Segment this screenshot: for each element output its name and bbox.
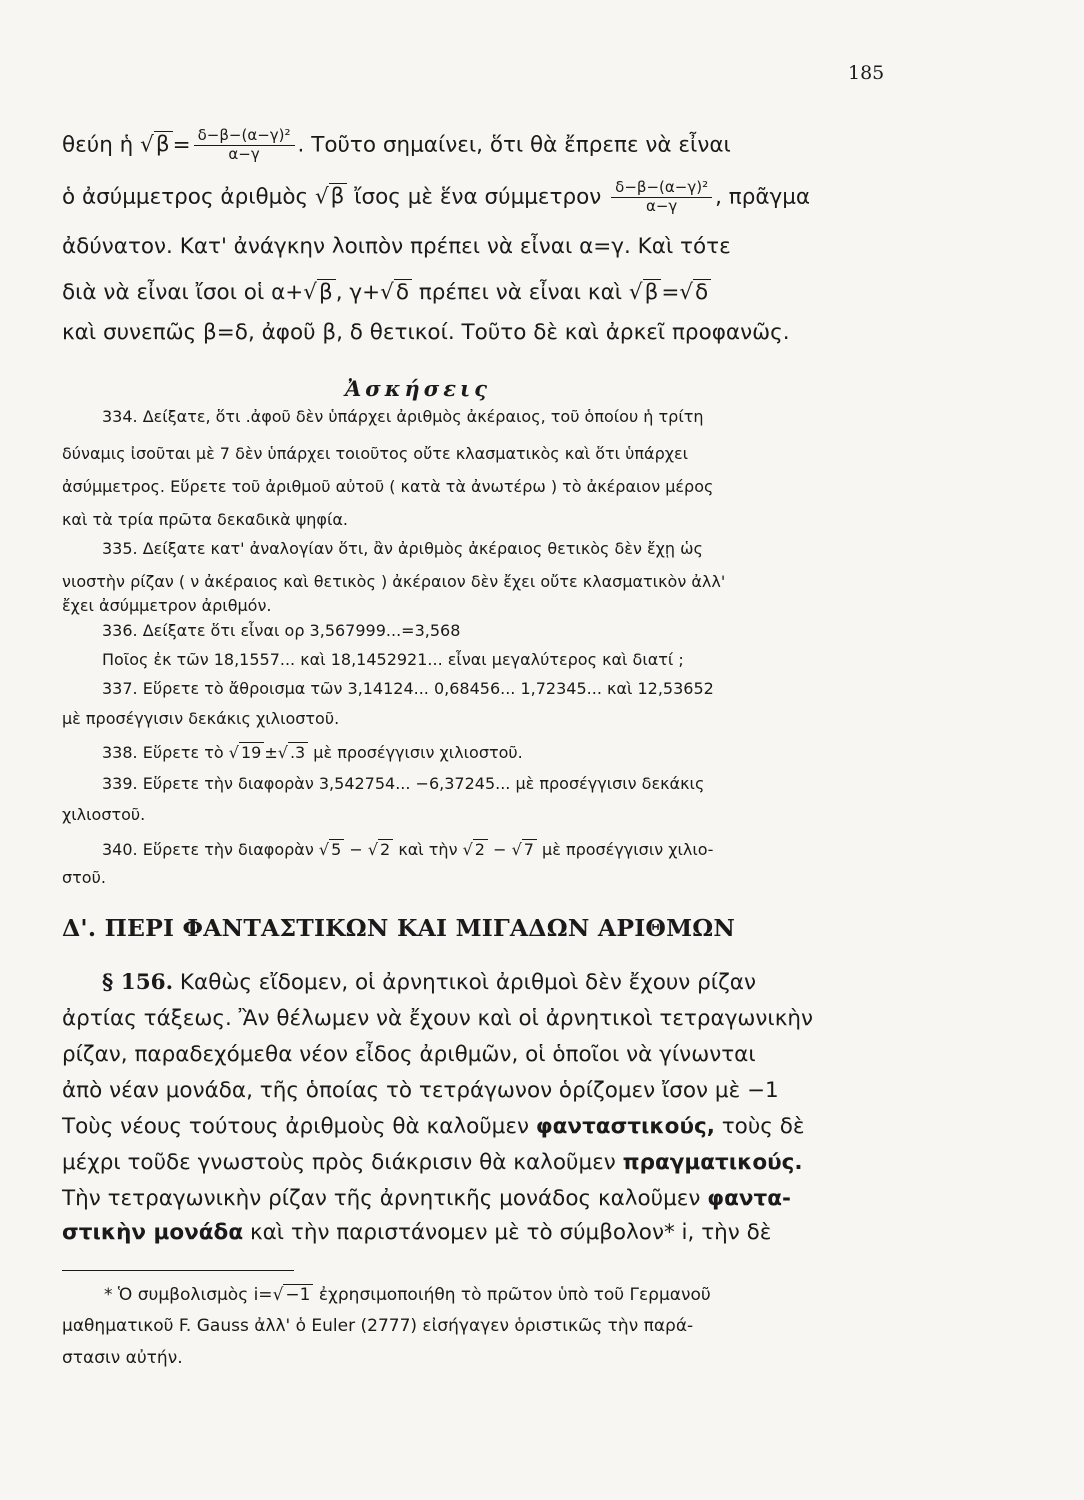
text: , πρᾶγμα — [715, 184, 811, 210]
radicand: .3 — [288, 742, 308, 762]
text: ± — [264, 743, 278, 762]
text: , γ+ — [335, 280, 381, 305]
sqrt-icon: √ — [303, 280, 317, 305]
radicand: β — [317, 279, 336, 305]
footnote-divider — [62, 1270, 294, 1271]
text: = — [172, 132, 191, 158]
fraction-numerator: δ−β−(α−γ)² — [194, 128, 295, 146]
text: ὁ ἀσύμμετρος ἀριθμὸς — [62, 184, 315, 210]
sqrt-icon: √ — [277, 743, 288, 762]
exercise-340-line — [102, 840, 713, 859]
exercise-335-line: νιοστὴν ρίζαν ( ν ἀκέραιος καὶ θετικὸς ) ἀκέραιον δὲν ἔχει οὔτε κλασματικὸν ἀλλ' — [62, 572, 726, 591]
exercise-334-line: ἀσύμμετρος. Εὕρετε τοῦ ἀριθμοῦ αὐτοῦ ( κατὰ τὰ ἀνωτέρω ) τὸ ἀκέραιον μέρος — [62, 477, 714, 496]
sqrt-icon: √ — [228, 743, 239, 762]
exercise-338-line — [102, 743, 523, 762]
exercise-334-line: δύναμις ἰσοῦται μὲ 7 δὲν ὑπάρχει τοιοῦτος οὔτε κλασματικὸς καὶ ὅτι ὑπάρχει — [62, 444, 689, 463]
exercise-339-line: χιλιοστοῦ. — [62, 805, 146, 824]
text: − — [487, 840, 512, 859]
text: Τοὺς νέους τούτους ἀριθμοὺς θὰ καλοῦμεν — [62, 1114, 536, 1139]
text: . Τοῦτο σημαίνει, ὅτι θὰ ἔπρεπε νὰ εἶναι — [297, 132, 731, 158]
paragraph-line: ρίζαν, παραδεχόμεθα νέον εἶδος ἀριθμῶν, οἱ ὁποῖοι νὰ γίνωνται — [62, 1042, 756, 1067]
exercises-heading: Ἀσκήσεις — [345, 376, 491, 401]
text: Καθὼς εἴδομεν, οἱ ἀρνητικοὶ ἀριθμοὶ δὲν ἔχουν ρίζαν — [173, 970, 756, 995]
exercise-334-line: 334. Δείξατε, ὅτι .ἀφοῦ δὲν ὑπάρχει ἀριθμὸς ἀκέραιος, τοῦ ὁποίου ἡ τρίτη — [102, 407, 704, 426]
bold-term: στικὴν μονάδα — [62, 1220, 244, 1245]
text: ἴσος μὲ ἕνα σύμμετρον — [347, 184, 609, 210]
bold-term: πραγματικούς. — [622, 1150, 803, 1175]
paragraph-line — [62, 1220, 771, 1245]
text: πρέπει νὰ εἶναι καὶ — [411, 280, 629, 305]
text: μέχρι τοῦδε γνωστοὺς πρὸς διάκρισιν θὰ καλοῦμεν — [62, 1150, 623, 1175]
section-number: § 156. — [102, 970, 174, 995]
text: καὶ τὴν — [393, 840, 463, 859]
text: μὲ προσέγγισιν χιλιο- — [536, 840, 714, 859]
text: = — [661, 280, 680, 305]
paragraph-line — [62, 1150, 803, 1175]
sqrt-icon: √ — [367, 840, 379, 859]
text-line-4 — [62, 280, 711, 305]
sqrt-icon: √ — [511, 840, 522, 859]
fraction-denominator: α−γ — [228, 144, 260, 163]
fraction-numerator: δ−β−(α−γ)² — [611, 180, 712, 198]
paragraph-line: ἀρτίας τάξεως. Ἂν θέλωμεν νὰ ἔχουν καὶ οἱ ἀρνητικοὶ τετραγωνικὴν — [62, 1006, 814, 1031]
text: καὶ τὴν παριστάνομεν μὲ τὸ σύμβολον* i, τὴν δὲ — [243, 1220, 772, 1245]
text: τοὺς δὲ — [714, 1114, 805, 1139]
text-line-3: ἀδύνατον. Κατ' ἀνάγκην λοιπὸν πρέπει νὰ εἶναι α=γ. Καὶ τότε — [62, 234, 731, 259]
sqrt-icon: √ — [314, 184, 329, 210]
sqrt-icon: √ — [462, 840, 473, 859]
exercise-335-line: 335. Δείξατε κατ' ἀναλογίαν ὅτι, ἂν ἀριθμὸς ἀκέραιος θετικὸς δὲν ἔχῃ ὡς — [102, 539, 703, 558]
paragraph-line — [102, 970, 756, 995]
exercise-339-line: 339. Εὕρετε τὴν διαφορὰν 3,542754... −6,37245... μὲ προσέγγισιν δεκάκις — [102, 774, 705, 793]
sqrt-icon: √ — [628, 280, 643, 305]
text: ἐχρησιμοποιήθη τὸ πρῶτον ὑπὸ τοῦ Γερμανοῦ — [313, 1285, 711, 1305]
radicand: β — [329, 183, 348, 209]
radicand: 5 — [329, 839, 344, 859]
sqrt-icon: √ — [380, 280, 394, 305]
radicand: 2 — [378, 839, 393, 859]
sqrt-icon: √ — [272, 1285, 284, 1305]
chapter-title: Δ'. ΠΕΡΙ ΦΑΝΤΑΣΤΙΚΩΝ ΚΑΙ ΜΙΓΑΔΩΝ ΑΡΙΘΜΩΝ — [62, 914, 736, 942]
text: − — [344, 840, 368, 859]
radicand: 7 — [522, 839, 537, 859]
text-line-5: καὶ συνεπῶς β=δ, ἀφοῦ β, δ θετικοί. Τοῦτο δὲ καὶ ἀρκεῖ προφανῶς. — [62, 320, 790, 345]
text-line-1 — [62, 128, 731, 163]
exercise-336-line: 336. Δείξατε ὅτι εἶναι ορ 3,567999...=3,568 — [102, 621, 461, 640]
radicand: −1 — [283, 1284, 313, 1305]
paragraph-line — [62, 1186, 791, 1211]
text: * Ὁ συμβολισμὸς i= — [104, 1285, 273, 1305]
radicand: β — [154, 131, 173, 157]
exercise-340-line: στοῦ. — [62, 868, 106, 887]
paragraph-line: ἀπὸ νέαν μονάδα, τῆς ὁποίας τὸ τετράγωνον ὁρίζομεν ἴσον μὲ −1 — [62, 1078, 779, 1103]
radicand: β — [643, 279, 662, 305]
exercise-336-line: Ποῖος ἐκ τῶν 18,1557... καὶ 18,1452921... εἶναι μεγαλύτερος καὶ διατί ; — [102, 650, 684, 669]
fraction-denominator: α−γ — [645, 196, 678, 215]
exercise-337-line: μὲ προσέγγισιν δεκάκις χιλιοστοῦ. — [62, 709, 340, 728]
text: μὲ προσέγγισιν χιλιοστοῦ. — [308, 743, 523, 762]
sqrt-icon: √ — [679, 280, 694, 305]
text: 338. Εὕρετε τὸ — [102, 743, 229, 762]
sqrt-icon: √ — [318, 840, 330, 859]
bold-term: φαντα- — [707, 1186, 791, 1211]
radicand: 19 — [239, 742, 264, 762]
text: 340. Εὕρετε τὴν διαφορὰν — [102, 840, 319, 859]
text: διὰ νὰ εἶναι ἴσοι οἱ α+ — [62, 280, 304, 305]
bold-term: φανταστικούς, — [535, 1114, 715, 1139]
radicand: 2 — [473, 839, 488, 859]
footnote-line: στασιν αὐτήν. — [62, 1348, 183, 1368]
text: Τὴν τετραγωνικὴν ρίζαν τῆς ἀρνητικῆς μονάδος καλοῦμεν — [62, 1186, 708, 1211]
fraction — [611, 180, 712, 215]
footnote-line — [104, 1285, 711, 1305]
radicand: δ — [693, 279, 711, 305]
sqrt-icon: √ — [140, 132, 154, 158]
page-number: 185 — [848, 62, 885, 84]
footnote-line: μαθηματικοῦ F. Gauss ἀλλ' ὁ Euler (2777) εἰσήγαγεν ὁριστικῶς τὴν παρά- — [62, 1316, 694, 1336]
exercise-337-line: 337. Εὕρετε τὸ ἄθροισμα τῶν 3,14124... 0,68456... 1,72345... καὶ 12,53652 — [102, 679, 714, 698]
exercise-335-line: ἔχει ἀσύμμετρον ἀριθμόν. — [62, 596, 272, 615]
radicand: δ — [394, 279, 412, 305]
text: θεύη ἡ — [62, 132, 141, 158]
exercise-334-line: καὶ τὰ τρία πρῶτα δεκαδικὰ ψηφία. — [62, 510, 349, 529]
text-line-2 — [62, 180, 810, 215]
paragraph-line — [62, 1114, 805, 1139]
fraction — [194, 128, 295, 163]
